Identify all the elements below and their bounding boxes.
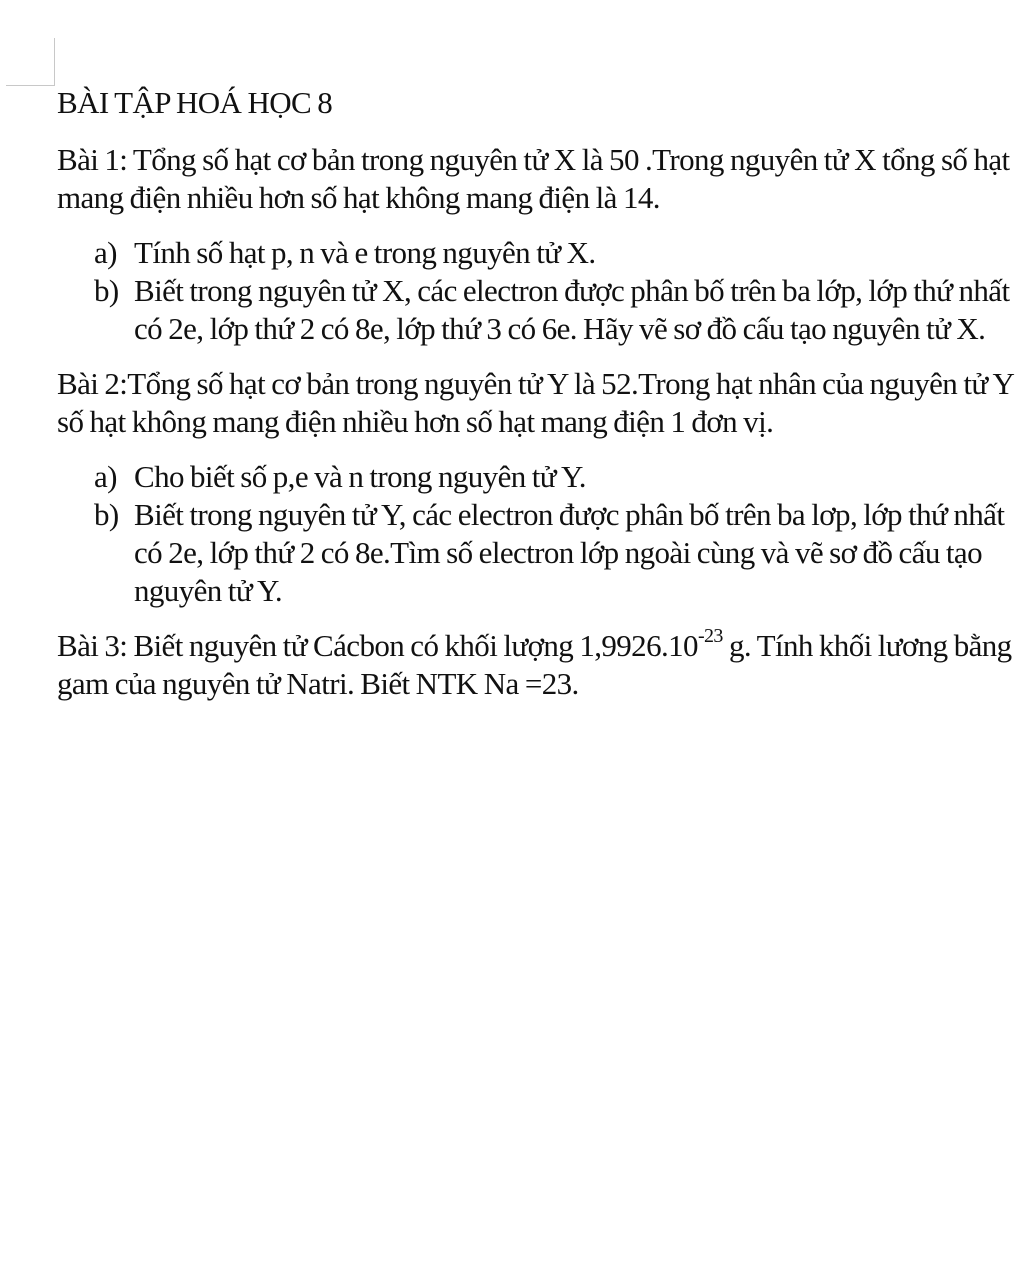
exercise-2-item-a <box>57 458 1019 496</box>
list-marker: b) <box>94 273 119 308</box>
exponent: -23 <box>697 624 723 647</box>
exercise-3-text <box>57 624 1019 703</box>
exercise-2-text: Bài 2:Tổng số hạt cơ bản trong nguyên tử Y là 52.Trong hạt nhân của nguyên tử Y số hạt không mang điện nhiều hơn số hạt mang điện 1 đơn vị. <box>57 366 1014 439</box>
list-item-text: Cho biết số p,e và n trong nguyên tử Y. <box>134 459 586 494</box>
exercise-3-text-start: Bài 3: Biết nguyên tử Cácbon có khối lượng 1,9926.10 <box>57 628 698 663</box>
exercise-2-list <box>57 458 1019 610</box>
list-marker: a) <box>94 459 117 494</box>
exercise-1-item-b <box>57 272 1019 348</box>
exercise-1-list <box>57 234 1019 348</box>
page-corner-mark-horizontal <box>6 85 55 86</box>
exercise-3-text-end: g. Tính khối lương bằng gam của nguyên tử Natri. Biết NTK Na =23. <box>57 628 1012 701</box>
list-item-text: Biết trong nguyên tử Y, các electron được phân bố trên ba lơp, lớp thứ nhất có 2e, lớp thứ 2 có 8e.Tìm số electron lớp ngoài cùng và vẽ sơ đồ cấu tạo nguyên tử Y. <box>134 497 1005 608</box>
exercise-1-item-a <box>57 234 1019 272</box>
list-marker: a) <box>94 235 117 270</box>
list-marker: b) <box>94 497 119 532</box>
list-item-text: Biết trong nguyên tử X, các electron được phân bố trên ba lớp, lớp thứ nhất có 2e, lớp thứ 2 có 8e, lớp thứ 3 có 6e. Hãy vẽ sơ đồ cấu tạo nguyên tử X. <box>134 273 1010 346</box>
exercise-1-text: Bài 1: Tổng số hạt cơ bản trong nguyên tử X là 50 .Trong nguyên tử X tổng số hạt mang điện nhiều hơn số hạt không mang điện là 14. <box>57 142 1010 215</box>
document-page <box>57 84 1019 703</box>
exercise-2-item-b <box>57 496 1019 610</box>
document-title: BÀI TẬP HOÁ HỌC 8 <box>57 85 333 120</box>
list-item-text: Tính số hạt p, n và e trong nguyên tử X. <box>134 235 596 270</box>
page-corner-mark <box>54 38 55 86</box>
